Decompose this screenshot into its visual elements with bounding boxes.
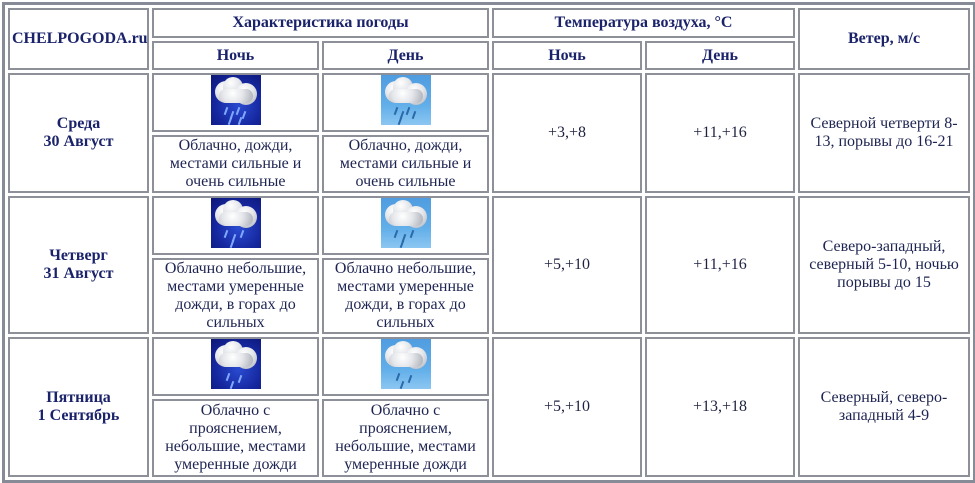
site-brand: CHELPOGODA.ru — [8, 8, 149, 70]
temp-day: +11,+16 — [645, 73, 795, 193]
date: 31 Август — [43, 265, 114, 282]
temp-day: +13,+18 — [645, 337, 795, 477]
night-description: Облачно, дожди, местами сильные и очень сильные — [152, 135, 319, 193]
temp-day-header: День — [645, 41, 795, 70]
night-heavy-rain-cloud-icon — [211, 75, 261, 125]
night-light-rain-cloud-icon — [211, 339, 261, 389]
date: 1 Сентябрь — [37, 407, 120, 424]
weather-forecast-table — [2, 2, 975, 483]
weather-day-header: День — [322, 41, 489, 70]
air-temperature-header: Температура воздуха, °C — [492, 8, 795, 38]
wind-value: Северо-западный, северный 5-10, ночью порывы до 15 — [798, 196, 970, 334]
day-row — [8, 73, 970, 132]
day-description: Облачно с прояснением, небольшие, местами умеренные дожди — [322, 399, 489, 477]
temp-night: +5,+10 — [492, 196, 642, 334]
night-description: Облачно небольшие, местами умеренные дожди, в горах до сильных — [152, 258, 319, 334]
wind-value: Северный, северо-западный 4-9 — [798, 337, 970, 477]
day-icon-cell — [322, 337, 489, 396]
temp-night: +5,+10 — [492, 337, 642, 477]
weather-night-header: Ночь — [152, 41, 319, 70]
night-rain-cloud-icon — [211, 198, 261, 248]
night-icon-cell — [152, 337, 319, 396]
day-label — [8, 337, 149, 477]
day-row — [8, 337, 970, 396]
day-description: Облачно, дожди, местами сильные и очень сильные — [322, 135, 489, 193]
wind-header: Ветер, м/с — [798, 8, 970, 70]
temp-night-header: Ночь — [492, 41, 642, 70]
night-description: Облачно с прояснением, небольшие, местами умеренные дожди — [152, 399, 319, 477]
day-description: Облачно небольшие, местами умеренные дожди, в горах до сильных — [322, 258, 489, 334]
weather-characteristics-header: Характеристика погоды — [152, 8, 489, 38]
day-rain-cloud-icon — [381, 198, 431, 248]
temp-night: +3,+8 — [492, 73, 642, 193]
weekday: Четверг — [49, 247, 108, 264]
day-label — [8, 196, 149, 334]
day-label — [8, 73, 149, 193]
day-icon-cell — [322, 73, 489, 132]
wind-value: Северной четверти 8-13, порывы до 16-21 — [798, 73, 970, 193]
day-light-rain-cloud-icon — [381, 339, 431, 389]
day-heavy-rain-cloud-icon — [381, 75, 431, 125]
day-row — [8, 196, 970, 255]
day-icon-cell — [322, 196, 489, 255]
weekday: Пятница — [46, 389, 111, 406]
night-icon-cell — [152, 196, 319, 255]
date: 30 Август — [43, 133, 114, 150]
temp-day: +11,+16 — [645, 196, 795, 334]
weekday: Среда — [56, 115, 101, 132]
night-icon-cell — [152, 73, 319, 132]
